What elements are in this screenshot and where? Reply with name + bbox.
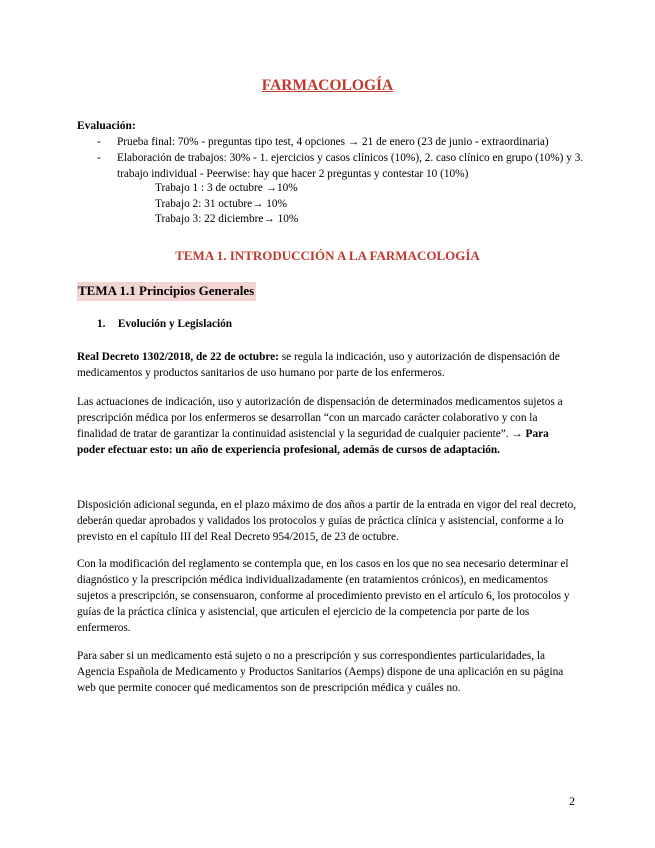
section-heading [97,318,232,330]
page-title: FARMACOLOGÍA [261,77,394,94]
page-number: 2 [569,794,575,808]
tema11-heading: TEMA 1.1 Principios Generales [77,282,256,301]
section-number: 1. [97,318,106,330]
evaluation-heading: Evaluación: [77,120,136,132]
section-title: Evolución y Legislación [117,318,233,330]
paragraph-aemps: Para saber si un medicamento está sujeto o no a prescripción y sus correspondientes particularidades, la Agencia Española de Medicamento y Productos Sanitarios (Aemps) dispone de una aplicación en su página web que permite conocer qué medicamentos son de prescripción médica y cuáles no. [77,650,564,694]
evaluation-item-text: Prueba final: 70% - preguntas tipo test, 4 opciones → 21 de enero (23 de junio - extraordinaria) [117,136,549,148]
trabajo-line: Trabajo 1 : 3 de octubre →10% [155,182,298,194]
paragraph-real-decreto [77,349,577,381]
paragraph-modificacion: Con la modificación del reglamento se contempla que, en los casos en los que no sea necesario determinar el diagnóstico y la prescripción médica individualizadamente (en tratamientos crónicos), en medicamentos sujetos a prescripción, se consensuaron, conforme al procedimiento previsto en el artículo 6, los protocolos y guías de la práctica clínica y asistencial, que articulen el ejercicio de la competencia por parte de los enfermeros. [77,558,570,634]
evaluation-item-text: Elaboración de trabajos: 30% - 1. ejercicios y casos clínicos (10%), 2. caso clínico en grupo (10%) y 3. trabajo individual - Peerwise: hay que hacer 2 preguntas y contestar 10 (10%) [117,152,584,180]
trabajo-line: Trabajo 3: 22 diciembre→ 10% [155,213,299,225]
tema1-heading: TEMA 1. INTRODUCCIÓN A LA FARMACOLOGÍA [175,248,480,263]
bullet-dash: - [97,152,101,164]
paragraph-text: Las actuaciones de indicación, uso y autorización de dispensación de determinados medicamentos sujetos a prescripción médica por los enfermeros se desarrollan “con un marcado carácter colaborativo y con la finalidad de tratar de garantizar la continuidad asistencial y la seguridad de cualquier paciente”. [77,396,563,440]
paragraph-text: se regula la indicación, uso y autorización de dispensación de medicamentos y productos sanitarios de uso humano por parte de los enfermeros. [77,351,560,379]
trabajo-line: Trabajo 2: 31 octubre→ 10% [155,198,287,210]
paragraph-bold-tail: → Para poder efectuar esto: un año de experiencia profesional, además de cursos de adaptación. [77,428,549,456]
paragraph-disposicion: Disposición adicional segunda, en el plazo máximo de dos años a partir de la entrada en vigor del real decreto, deberán quedar aprobados y validados los protocolos y guías de práctica clínica y asistencial, conforme a lo previsto en el capítulo III del Real Decreto 954/2015, de 23 de octubre. [77,499,577,543]
bullet-dash: - [97,136,101,148]
paragraph-bold-lead: Real Decreto 1302/2018, de 22 de octubre: [77,351,279,363]
paragraph-actuaciones [77,394,577,458]
